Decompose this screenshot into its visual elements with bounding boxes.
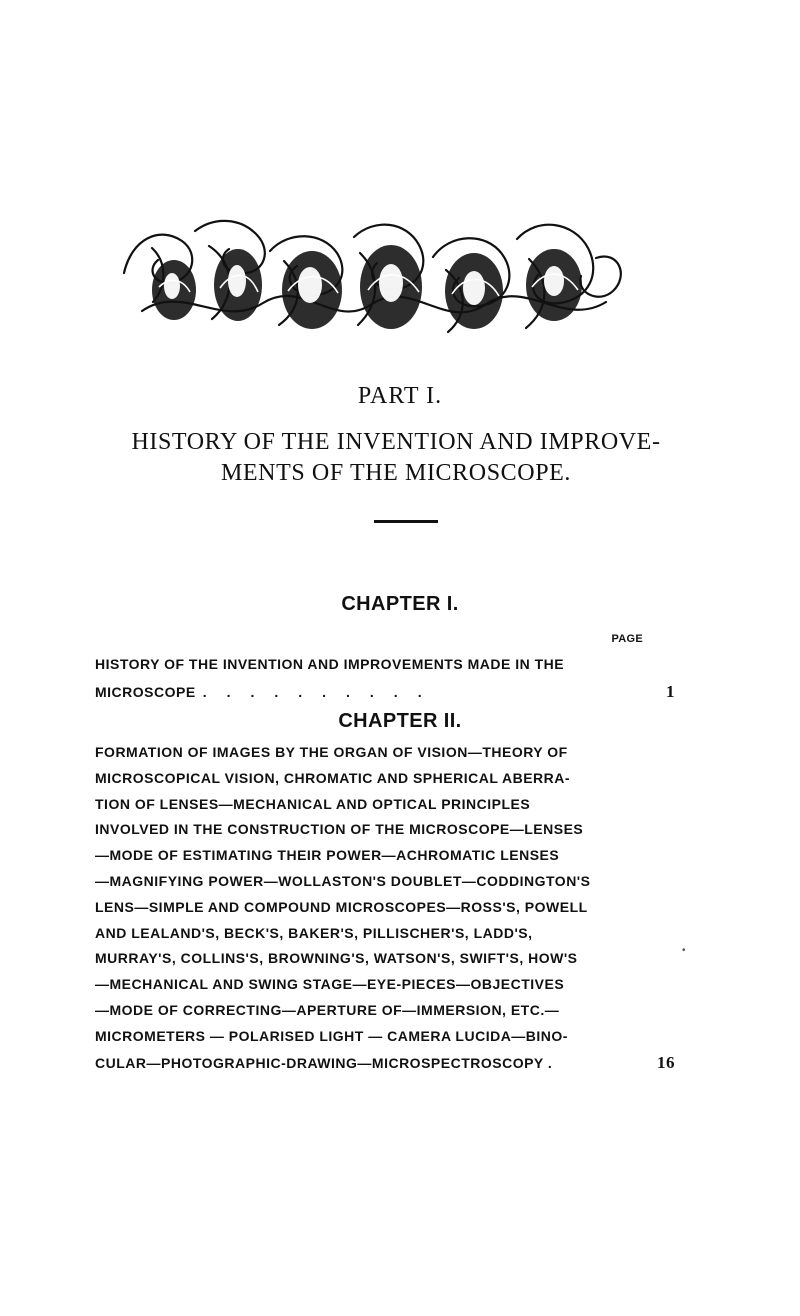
contents-entry-line: MICROMETERS — POLARISED LIGHT — CAMERA LUCIDA—BINO- [95,1027,568,1044]
chapter-i-contents-entry [95,651,675,706]
contents-entry-line: —MAGNIFYING POWER—WOLLASTON'S DOUBLET—CODDINGTON'S [95,872,591,889]
contents-entry-line: AND LEALAND'S, BECK'S, BAKER'S, PILLISCHER'S, LADD'S, [95,924,533,941]
contents-entry-line-with-page [95,1050,675,1077]
book-section-title-line: HISTORY OF THE INVENTION AND IMPROVE- [131,429,661,455]
contents-entry-line: FORMATION OF IMAGES BY THE ORGAN OF VISION—THEORY OF [95,744,568,760]
chapter-ii-contents-entry [95,740,675,1076]
contents-entry-text: MICROSCOPE [95,684,196,700]
chapter-i-heading: CHAPTER I. [341,593,459,615]
print-mark: • [682,945,686,956]
page-number: 1 [666,682,675,701]
contents-entry-line: HISTORY OF THE INVENTION AND IMPROVEMENTS MADE IN THE [95,656,565,672]
floral-head-ornament-icon [112,208,632,340]
contents-entry-line: —MODE OF ESTIMATING THEIR POWER—ACHROMATIC LENSES [95,847,560,864]
contents-entry-line: INVOLVED IN THE CONSTRUCTION OF THE MICROSCOPE—LENSES [95,821,584,838]
book-section-title [96,427,696,489]
part-title: PART I. [357,383,443,409]
contents-entry-line: LENS—SIMPLE AND COMPOUND MICROSCOPES—ROSS'S, POWELL [95,898,588,915]
page-column-label: PAGE [611,633,643,645]
contents-entry-line: —MECHANICAL AND SWING STAGE—EYE-PIECES—OBJECTIVES [95,976,565,993]
contents-entry-line: —MODE OF CORRECTING—APERTURE OF—IMMERSION, ETC.— [95,1001,560,1018]
contents-entry-line-with-page [95,678,675,706]
section-divider-rule [374,520,438,523]
contents-entry-line: TION OF LENSES—MECHANICAL AND OPTICAL PRINCIPLES [95,795,531,812]
book-section-title-line: MENTS OF THE MICROSCOPE. [220,460,571,486]
contents-entry-line: MICROSCOPICAL VISION, CHROMATIC AND SPHERICAL ABERRA- [95,769,571,786]
contents-entry-text: CULAR—PHOTOGRAPHIC-DRAWING—MICROSPECTROSCOPY . [95,1054,553,1071]
page-number: 16 [657,1052,675,1072]
dot-leader: .......... [202,684,442,700]
chapter-ii-heading: CHAPTER II. [338,710,462,732]
contents-entry-line: MURRAY'S, COLLINS'S, BROWNING'S, WATSON'S, SWIFT'S, HOW'S [95,950,578,967]
